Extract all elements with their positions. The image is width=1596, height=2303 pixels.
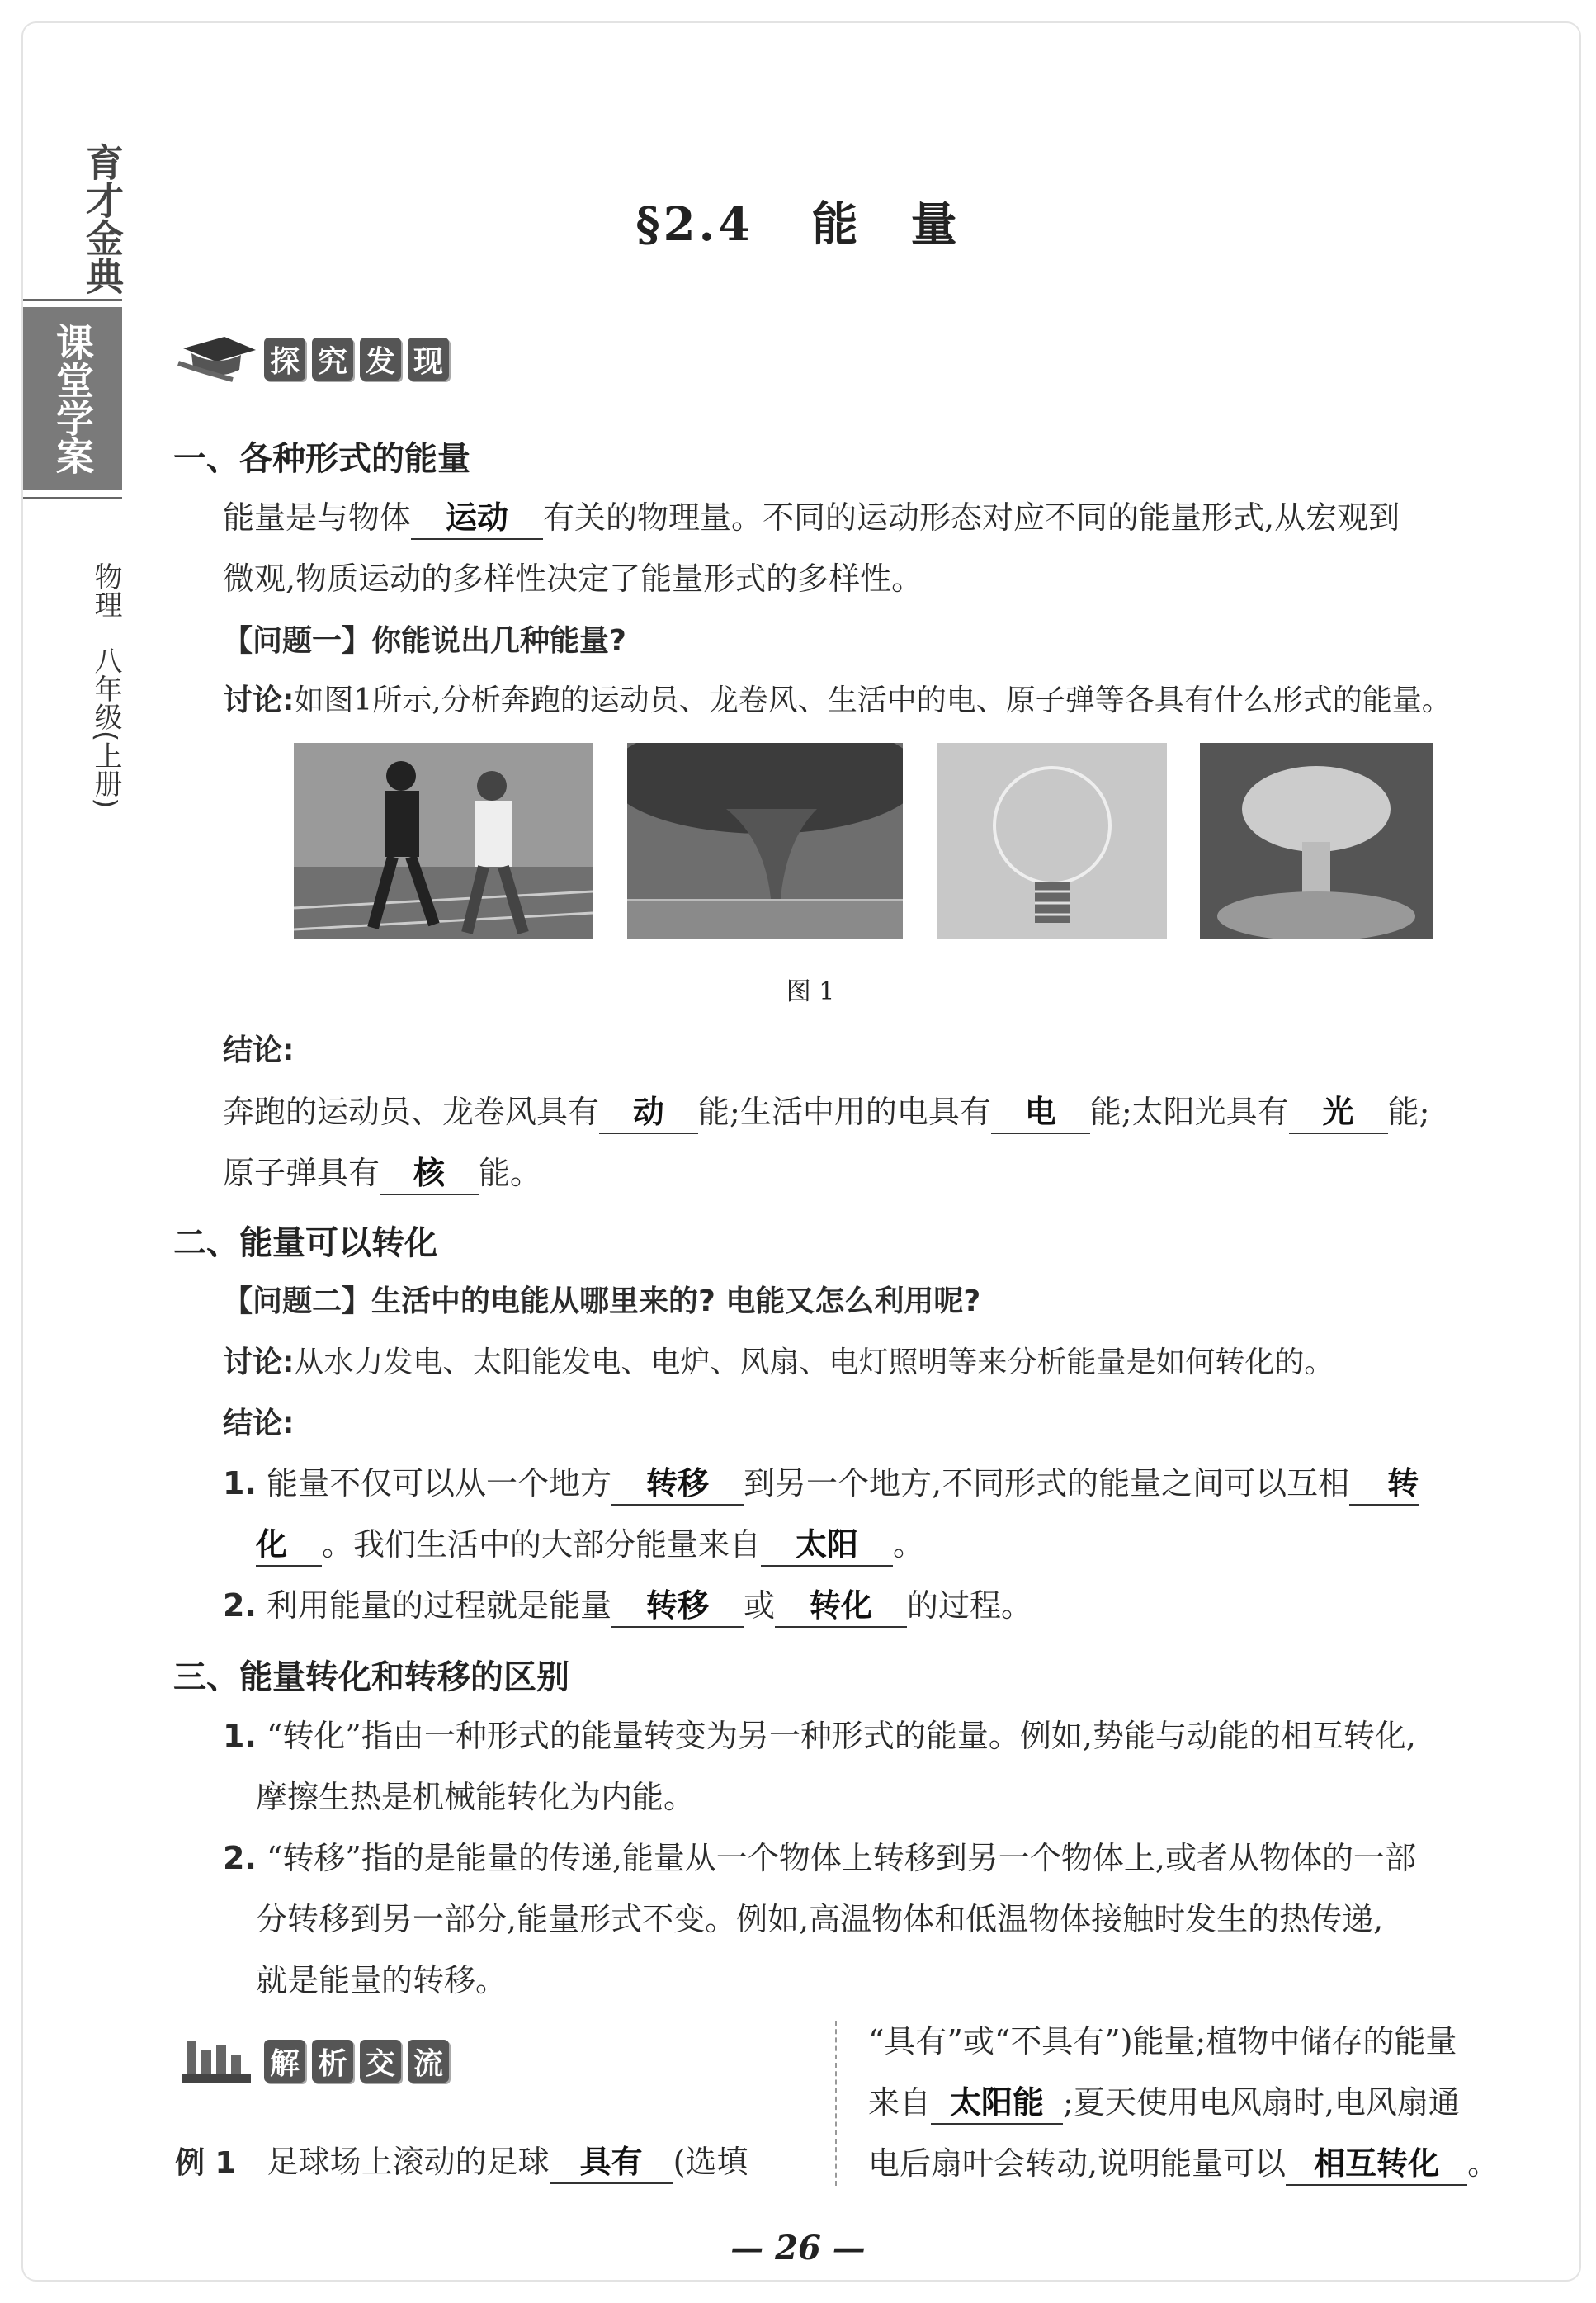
brand-label: 育才金典 [80, 143, 125, 295]
paragraph: 能量是与物体 运动 有关的物理量。不同的运动形态对应不同的能量形式,从宏观到 [223, 497, 1400, 540]
banner-char: 流 [408, 2040, 449, 2083]
banner-char: 探 [264, 338, 305, 381]
answer-blank: 转移 [611, 1585, 744, 1628]
answer-blank: 运动 [411, 497, 543, 540]
page-number: — 26 — [730, 2229, 866, 2268]
answer-blank: 太阳 [761, 1524, 893, 1567]
list-item: 1. “转化”指由一种形式的能量转变为另一种形式的能量。例如,势能与动能的相互转化, [223, 1718, 1416, 1754]
answer-blank: 化 [256, 1524, 322, 1567]
section-heading: 三、能量转化和转移的区别 [173, 1658, 569, 1696]
conclusion-label: 结论: [223, 1033, 295, 1067]
example-continued: 电后扇叶会转动,说明能量可以 相互转化 。 [868, 2143, 1499, 2186]
banner-explore [175, 330, 449, 388]
runners-image [294, 743, 593, 939]
side-divider [23, 299, 122, 301]
graduation-cap-icon [175, 330, 257, 388]
banner-analysis [175, 2032, 449, 2090]
tornado-image [627, 743, 903, 939]
answer-blank: 具有 [550, 2141, 673, 2184]
answer-blank: 太阳能 [931, 2082, 1063, 2125]
section-heading: 二、能量可以转化 [173, 1224, 437, 1262]
answer-blank: 相互转化 [1286, 2143, 1467, 2186]
banner-char: 析 [312, 2040, 353, 2083]
list-item-continued: 就是能量的转移。 [256, 1962, 508, 1998]
paragraph: 奔跑的运动员、龙卷风具有 动 能;生活中用的电具有 电 能;太阳光具有 光 能; [223, 1091, 1429, 1134]
side-divider [23, 497, 122, 499]
paragraph: 微观,物质运动的多样性决定了能量形式的多样性。 [223, 560, 923, 597]
column-divider [835, 2021, 837, 2186]
grade-label: 八年级(上册) [89, 646, 122, 809]
discussion: 讨论:如图1所示,分析奔跑的运动员、龙卷风、生活中的电、原子弹等各具有什么形式的能量。 [223, 683, 1452, 717]
list-item: 1. 能量不仅可以从一个地方 转移 到另一个地方,不同形式的能量之间可以互相 转 [223, 1463, 1419, 1506]
list-item: 2. “转移”指的是能量的传递,能量从一个物体上转移到另一个物体上,或者从物体的一部 [223, 1840, 1416, 1876]
lightbulb-image [937, 743, 1167, 939]
list-item-continued: 化 。我们生活中的大部分能量来自 太阳 。 [256, 1524, 924, 1567]
nuclear-explosion-image [1200, 743, 1433, 939]
banner-char: 交 [360, 2040, 401, 2083]
answer-blank: 电 [991, 1091, 1090, 1134]
subject-label: 物理 [89, 561, 122, 618]
banner-char: 现 [408, 338, 449, 381]
figure-caption: 图 1 [786, 977, 835, 1006]
list-item-continued: 摩擦生热是机械能转化为内能。 [256, 1779, 696, 1815]
banner-char: 发 [360, 338, 401, 381]
list-item: 2. 利用能量的过程就是能量 转移 或 转化 的过程。 [223, 1585, 1032, 1628]
example-continued: 来自 太阳能 ;夏天使用电风扇时,电风扇通 [868, 2082, 1460, 2125]
answer-blank: 转 [1349, 1463, 1419, 1506]
answer-blank: 核 [380, 1152, 479, 1195]
page-title: §2.4 能 量 [635, 197, 961, 252]
answer-blank: 转化 [775, 1585, 907, 1628]
conclusion-label: 结论: [223, 1407, 295, 1440]
bar-chart-icon [175, 2032, 257, 2090]
banner-char: 究 [312, 338, 353, 381]
question-one: 【问题一】你能说出几种能量? [223, 624, 626, 658]
question-two: 【问题二】生活中的电能从哪里来的? 电能又怎么利用呢? [223, 1284, 981, 1318]
list-item-continued: 分转移到另一部分,能量形式不变。例如,高温物体和低温物体接触时发生的热传递, [256, 1901, 1384, 1937]
subject-grade [23, 512, 122, 858]
section-heading: 一、各种形式的能量 [173, 440, 470, 478]
answer-blank: 转移 [611, 1463, 744, 1506]
banner-char: 解 [264, 2040, 305, 2083]
example-one: 例 1 足球场上滚动的足球 具有 (选填 [175, 2141, 748, 2184]
section-block-label: 课堂学案 [23, 307, 122, 490]
answer-blank: 光 [1289, 1091, 1388, 1134]
discussion: 讨论:从水力发电、太阳能发电、电炉、风扇、电灯照明等来分析能量是如何转化的。 [223, 1345, 1334, 1379]
answer-blank: 动 [599, 1091, 698, 1134]
paragraph: 原子弹具有 核 能。 [223, 1152, 541, 1195]
example-continued: “具有”或“不具有”)能量;植物中储存的能量 [868, 2023, 1457, 2059]
